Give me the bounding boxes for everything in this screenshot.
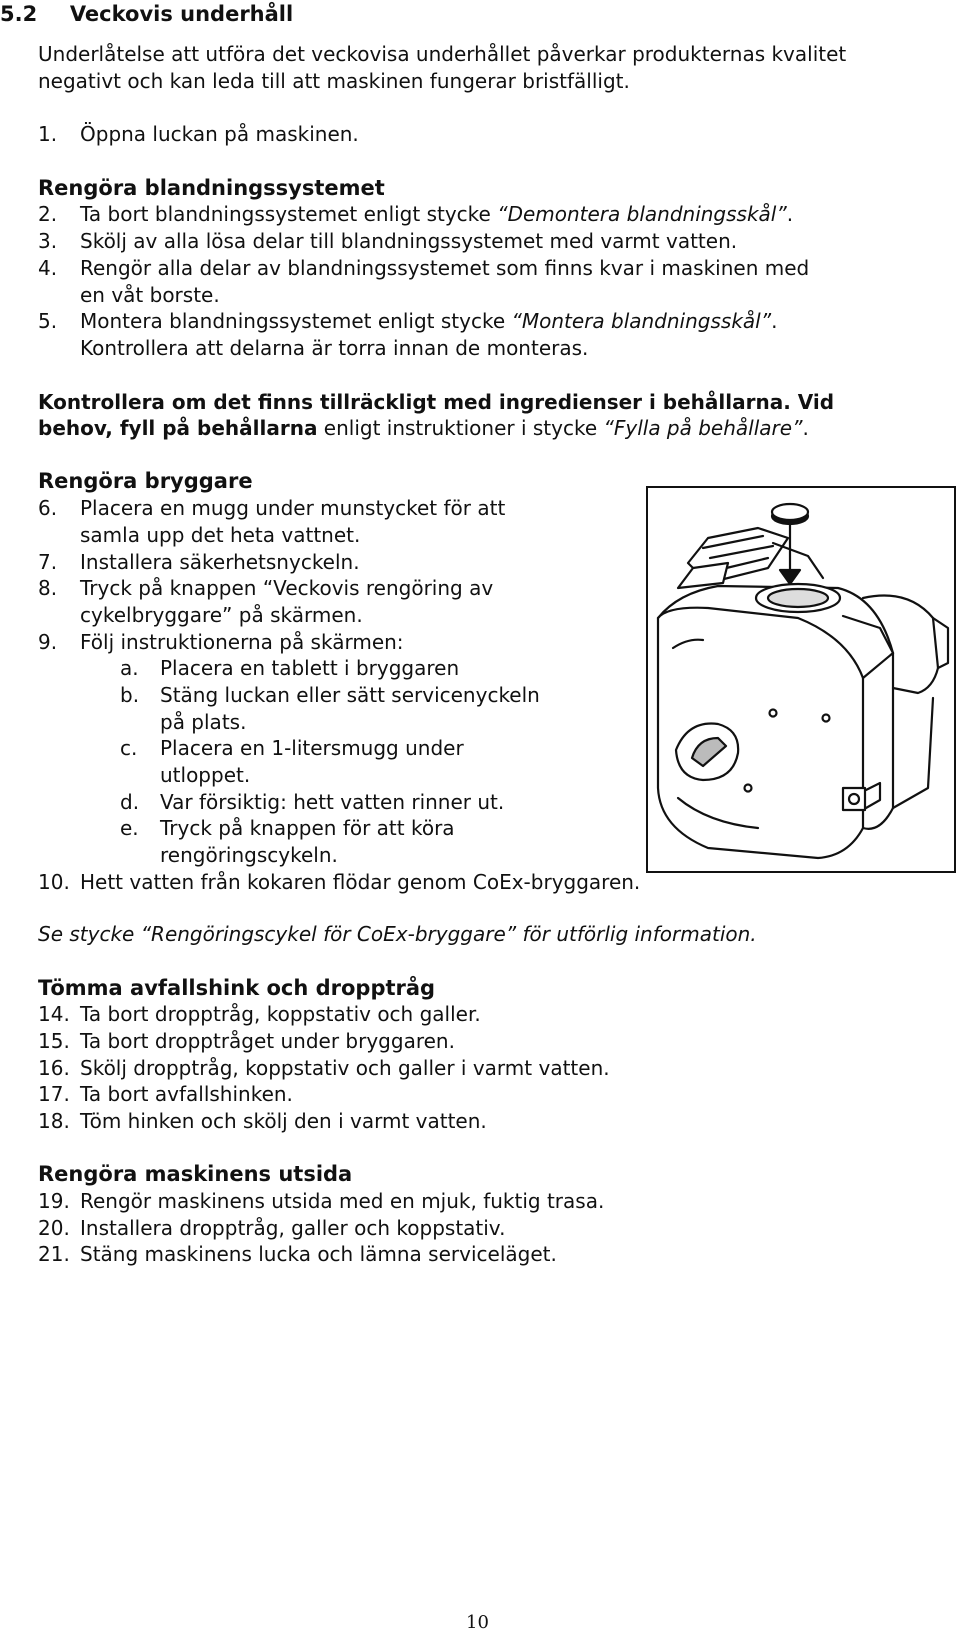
step-number: 10.	[38, 870, 70, 894]
step-number: 1.	[38, 122, 58, 146]
brewer-illustration	[646, 486, 956, 873]
step-number: 20.	[38, 1216, 70, 1240]
step-text-pre: Montera blandningssystemet enligt stycke	[80, 309, 512, 333]
step-text-line-2: samla upp det heta vattnet.	[80, 523, 361, 547]
step-text-line-1: Rengör alla delar av blandningssystemet som finns kvar i maskinen med	[80, 256, 810, 280]
step-text-line-2: cykelbryggare” på skärmen.	[80, 603, 363, 627]
substep-letter: e.	[120, 816, 139, 840]
substep-text-line-1: Stäng luckan eller sätt servicenyckeln	[160, 683, 540, 707]
substep-text-line-1: Tryck på knappen för att köra	[160, 816, 455, 840]
substep-text: Var försiktig: hett vatten rinner ut.	[160, 790, 505, 814]
check-text-post: .	[802, 416, 809, 440]
check-line-1: Kontrollera om det finns tillräckligt med ingredienser i behållarna. Vid	[38, 390, 835, 414]
section-reference: “Demontera blandningsskål”	[497, 202, 787, 226]
section-number: 5.2	[0, 2, 38, 26]
step-number: 3.	[38, 229, 58, 253]
step-text-line-2: Kontrollera att delarna är torra innan de monteras.	[80, 336, 589, 360]
exterior-heading: Rengöra maskinens utsida	[38, 1162, 353, 1186]
step-number: 18.	[38, 1109, 70, 1133]
brewer-heading: Rengöra bryggare	[38, 469, 253, 493]
step-number: 19.	[38, 1189, 70, 1213]
step-text: Skölj av alla lösa delar till blandningssystemet med varmt vatten.	[80, 229, 738, 253]
step-number: 15.	[38, 1029, 70, 1053]
step-text-line-1: Tryck på knappen “Veckovis rengöring av	[80, 576, 494, 600]
step-text-post: .	[771, 309, 778, 333]
intro-line-2: negativt och kan leda till att maskinen fungerar bristfälligt.	[38, 69, 630, 93]
step-text	[80, 200, 793, 228]
reference-note: Se stycke “Rengöringscykel för CoEx-bryggare” för utförlig information.	[38, 922, 757, 946]
substep-text-line-2: rengöringscykeln.	[160, 843, 338, 867]
brewer-drawing	[648, 488, 954, 871]
substep-letter: c.	[120, 736, 138, 760]
step-number: 17.	[38, 1082, 70, 1106]
step-text: Skölj dropptråg, koppstativ och galler i varmt vatten.	[80, 1056, 610, 1080]
step-text	[80, 307, 777, 335]
step-text: Installera säkerhetsnyckeln.	[80, 550, 360, 574]
step-number: 8.	[38, 576, 58, 600]
waste-heading: Tömma avfallshink och dropptråg	[38, 976, 436, 1000]
step-number: 2.	[38, 202, 58, 226]
step-text: Ta bort dropptråg, koppstativ och galler.	[80, 1002, 481, 1026]
substep-text-line-1: Placera en 1-litersmugg under	[160, 736, 464, 760]
section-reference: “Fylla på behållare”	[603, 416, 803, 440]
step-text: Stäng maskinens lucka och lämna serviceläget.	[80, 1242, 557, 1266]
section-heading	[0, 0, 293, 28]
step-text: Hett vatten från kokaren flödar genom CoEx-bryggaren.	[80, 870, 641, 894]
step-text: Töm hinken och skölj den i varmt vatten.	[80, 1109, 487, 1133]
section-reference: “Montera blandningsskål”	[511, 309, 772, 333]
step-number: 9.	[38, 630, 58, 654]
step-text: Installera dropptråg, galler och koppstativ.	[80, 1216, 506, 1240]
step-number: 5.	[38, 309, 58, 333]
step-text: Rengör maskinens utsida med en mjuk, fuktig trasa.	[80, 1189, 605, 1213]
substep-letter: b.	[120, 683, 140, 707]
step-text: Öppna luckan på maskinen.	[80, 122, 359, 146]
blend-heading: Rengöra blandningssystemet	[38, 176, 385, 200]
step-number: 7.	[38, 550, 58, 574]
step-text: Ta bort avfallshinken.	[80, 1082, 293, 1106]
step-text-post: .	[786, 202, 794, 226]
substep-text-line-2: utloppet.	[160, 763, 251, 787]
check-line-2	[38, 414, 809, 442]
section-title: Veckovis underhåll	[69, 2, 294, 26]
step-text: Ta bort dropptråget under bryggaren.	[80, 1029, 455, 1053]
substep-letter: a.	[120, 656, 139, 680]
step-number: 21.	[38, 1242, 70, 1266]
check-text: enligt instruktioner i stycke	[317, 416, 604, 440]
step-text: Följ instruktionerna på skärmen:	[80, 630, 404, 654]
step-number: 14.	[38, 1002, 70, 1026]
page-number: 10	[466, 1612, 489, 1633]
step-number: 6.	[38, 496, 58, 520]
step-text-line-1: Placera en mugg under munstycket för att	[80, 496, 506, 520]
check-bold-text: behov, fyll på behållarna	[38, 416, 318, 440]
substep-letter: d.	[120, 790, 140, 814]
step-text-line-2: en våt borste.	[80, 283, 220, 307]
substep-text: Placera en tablett i bryggaren	[160, 656, 460, 680]
intro-line-1: Underlåtelse att utföra det veckovisa underhållet påverkar produkternas kvalitet	[38, 42, 847, 66]
substep-text-line-2: på plats.	[160, 710, 247, 734]
step-number: 16.	[38, 1056, 70, 1080]
step-text-pre: Ta bort blandningssystemet enligt stycke	[80, 202, 498, 226]
step-number: 4.	[38, 256, 58, 280]
